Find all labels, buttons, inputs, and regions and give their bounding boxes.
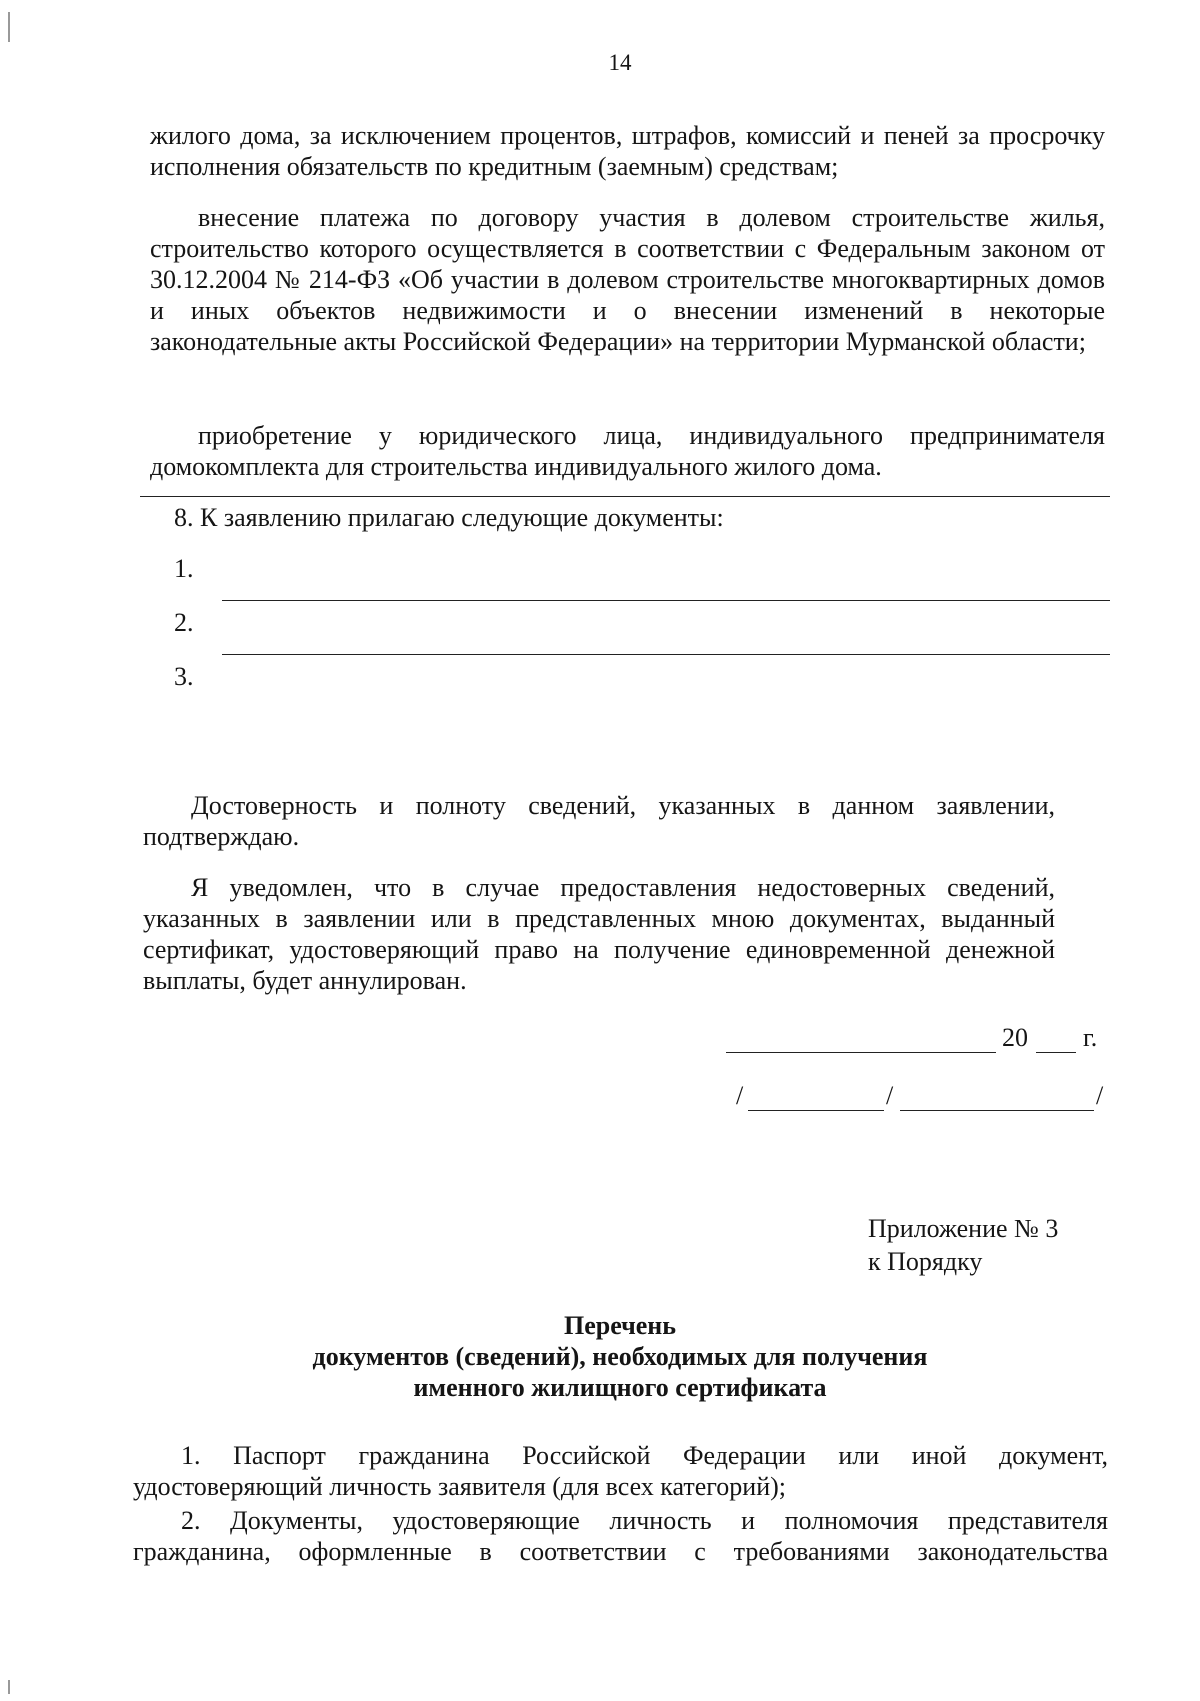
document-heading [130, 1310, 1110, 1403]
page-number: 14 [608, 50, 632, 75]
paragraph-text: внесение платежа по договору участия в долевом строительстве жилья, строительство которого осуществляется в соответствии с Федеральным законом от 30.12.2004 № 214-ФЗ «Об участии в долевом строительстве многоквартирных домов и иных объектов недвижимости и о внесении изменений в некоторые законодательные акты Российской Федерации» на территории Мурманской области; [150, 203, 1105, 356]
paragraph-house-kit [150, 420, 1105, 482]
signature-date-line[interactable] [726, 1052, 996, 1053]
signature-slash: / [1096, 1081, 1104, 1110]
list-item-text: 1. Паспорт гражданина Российской Федерации или иной документ, удостоверяющий личность заявителя (для всех категорий); [133, 1441, 1108, 1501]
notice-paragraph [143, 872, 1055, 996]
heading-line: документов (сведений), необходимых для получения [312, 1342, 928, 1371]
confirmation-paragraph [143, 790, 1055, 852]
signature-line[interactable] [748, 1110, 884, 1111]
signature-slash: / [736, 1081, 744, 1110]
documents-section-title: 8. К заявлению прилагаю следующие документы: [174, 503, 724, 532]
list-item-text: 2. Документы, удостоверяющие личность и полномочия представителя гражданина, оформленные в соответствии с требованиями законодательства [133, 1506, 1108, 1566]
appendix-reference [868, 1212, 1058, 1278]
document-item-number: 3. [174, 662, 194, 691]
paragraph-continuation [150, 120, 1105, 182]
heading-line: Перечень [563, 1311, 677, 1340]
paragraph-text: Достоверность и полноту сведений, указанных в данном заявлении, подтверждаю. [143, 791, 1055, 851]
paragraph-text: приобретение у юридического лица, индивидуального предпринимателя домокомплекта для строительства индивидуального жилого дома. [150, 421, 1105, 481]
document-item-number: 1. [174, 554, 194, 583]
heading-line: именного жилищного сертификата [413, 1373, 827, 1402]
document-item-line[interactable] [222, 654, 1110, 655]
signature-slash: / [886, 1081, 894, 1110]
appendix-subtitle: к Порядку [868, 1247, 983, 1276]
separator-line [140, 496, 1110, 497]
document-item-line[interactable] [222, 600, 1110, 601]
date-year-line[interactable] [1036, 1052, 1076, 1053]
signature-name-line[interactable] [900, 1110, 1094, 1111]
list-item-representative [133, 1505, 1108, 1567]
scan-edge-mark [8, 12, 10, 42]
paragraph-shared-construction [150, 202, 1105, 357]
paragraph-text: жилого дома, за исключением процентов, штрафов, комиссий и пеней за просрочку исполнения обязательств по кредитным (заемным) средствам; [150, 121, 1105, 181]
date-suffix: г. [1083, 1023, 1098, 1052]
appendix-number: Приложение № 3 [868, 1214, 1059, 1243]
paragraph-text: Я уведомлен, что в случае предоставления недостоверных сведений, указанных в заявлении или в представленных мною документах, выданный сертификат, удостоверяющий право на получение единовременной денежной выплаты, будет аннулирован. [143, 873, 1055, 995]
document-item-number: 2. [174, 608, 194, 637]
list-item-passport [133, 1440, 1108, 1502]
scan-edge-mark [8, 1680, 10, 1694]
date-year-prefix: 20 [1002, 1023, 1028, 1052]
